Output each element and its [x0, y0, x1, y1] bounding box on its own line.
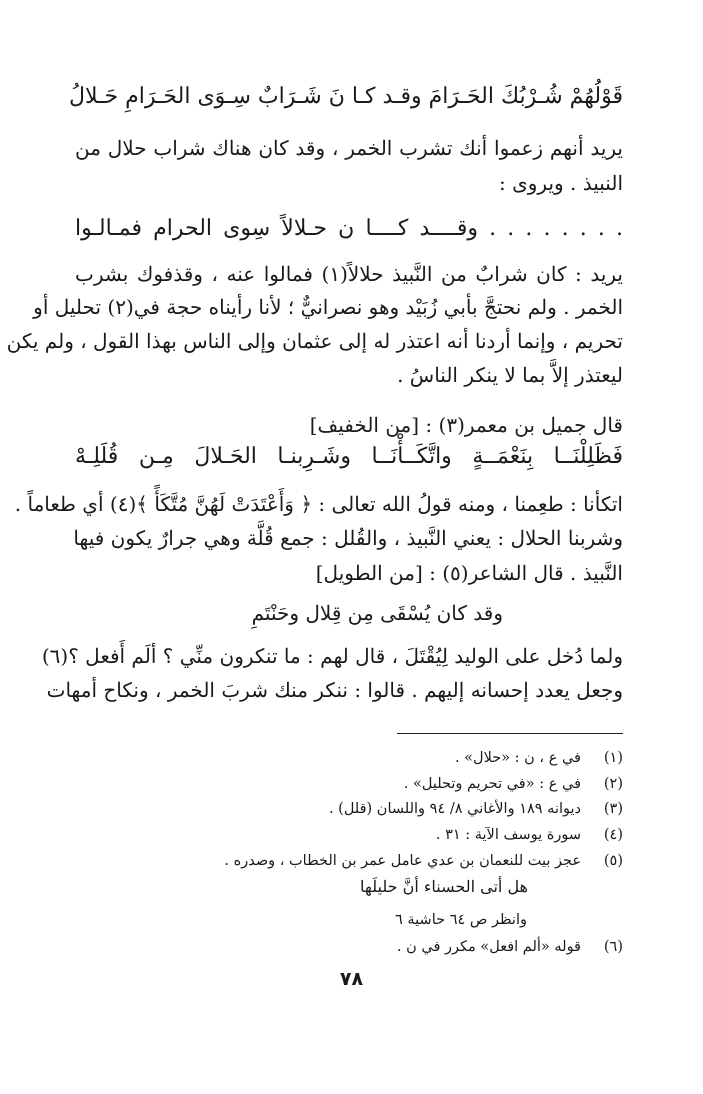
footnote [75, 772, 623, 796]
verse-line-3: فَظَلِلْنَــا بِنَعْمَــةٍ واتَّكَــأْنَــا وشَـرِبنـا الحَـلالَ مِـن قُلَلِـهْ [75, 444, 623, 469]
text-line: يريد : كان شرابٌ من النَّبيذ حلالاً(١) فمالوا عنه ، وقذفوك بشرب [75, 262, 623, 286]
text-line: يريد أنهم زعموا أنك تشرب الخمر ، وقد كان هناك شراب حلال من [75, 136, 623, 160]
footnote-text: عجز بيت للنعمان بن عدي عامل عمر بن الخطاب ، وصدره . [224, 853, 581, 869]
footnote [75, 746, 623, 770]
text-line: ليعتذر إلاَّ بما لا ينكر الناسُ . [397, 363, 623, 387]
footnote [75, 797, 623, 821]
footnote-text: في ع : «في تحريم وتحليل» . [403, 776, 581, 792]
poet-attribution: قال جميل بن معمر(٣) : [من الخفيف] [309, 413, 623, 437]
footnote [75, 935, 623, 959]
text-line: تحريم ، وإنما أردنا أنه اعتذر له إلى عثمان وإلى الناس بهذا القول ، ولم يكن [6, 329, 623, 353]
footnote-text: سورة يوسف الآية : ٣١ . [435, 827, 581, 843]
text-line: وشربنا الحلال : يعني النَّبيذ ، والقُلل : جمع قُلَّة وهي جرارٌ يكون فيها [73, 526, 623, 550]
footnote-number: (٢) [603, 776, 623, 792]
footnote-number: (٦) [603, 939, 623, 955]
text-line: الخمر . ولم نحتجَّ بأبي زُبَيْد وهو نصرانيٌّ ؛ لأنا رأيناه حجة في(٢) تحليل أو [33, 295, 623, 319]
footnote-verse: هل أتى الحسناء أنَّ حليلَها [359, 877, 528, 896]
footnote-see-also: وانظر ص ٦٤ حاشية ٦ [395, 912, 527, 928]
text-line: النبيذ . ويروى : [499, 171, 623, 195]
footnote-number: (٤) [603, 827, 623, 843]
footnote-number: (١) [603, 750, 623, 766]
text-line: النَّبيذ . قال الشاعر(٥) : [من الطويل] [315, 561, 623, 585]
verse-line-2: . . . . . . . . وقــــد كــــا ن حـلالاً سِوى الحرام فمـالـوا [75, 216, 623, 241]
footnote-separator [397, 733, 623, 734]
text-line: وجعل يعدد إحسانه إليهم . قالوا : ننكر منك شربَ الخمر ، ونكاح أمهات [46, 678, 623, 702]
text-line: اتكأنا : طعِمنا ، ومنه قولُ الله تعالى : ﴿ وَأَعْتَدَتْ لَهُنَّ مُتَّكَأً ﴾(٤) أي طعاماً . [14, 492, 623, 516]
footnote-number: (٣) [603, 801, 623, 817]
verse-line-1: قَوْلُهُمْ شُـرْبُكَ الحَـرَامَ وقـد كـا نَ شَـرَابٌ سِـوَى الحَـرَامِ حَـلالُ [68, 84, 623, 109]
text-line: ولما دُخل على الوليد لِيُقْتَلَ ، قال لهم : ما تنكرون منِّي ؟ ألَم أَفعل ؟(٦) [41, 644, 623, 668]
page-number: ٧٨ [339, 968, 364, 990]
quoted-hemistich: وقد كان يُسْقَى مِن قِلال وحَنْتَمِ [251, 601, 503, 625]
footnote-number: (٥) [603, 853, 623, 869]
footnote-text: ديوانه ١٨٩ والأغاني ٨/ ٩٤ واللسان (قلل) . [328, 801, 581, 817]
footnote-text: في ع ، ن : «حلال» . [454, 750, 581, 766]
footnote-text: قوله «ألم افعل» مكرر في ن . [396, 939, 581, 955]
footnote [75, 849, 623, 873]
footnote [75, 823, 623, 847]
